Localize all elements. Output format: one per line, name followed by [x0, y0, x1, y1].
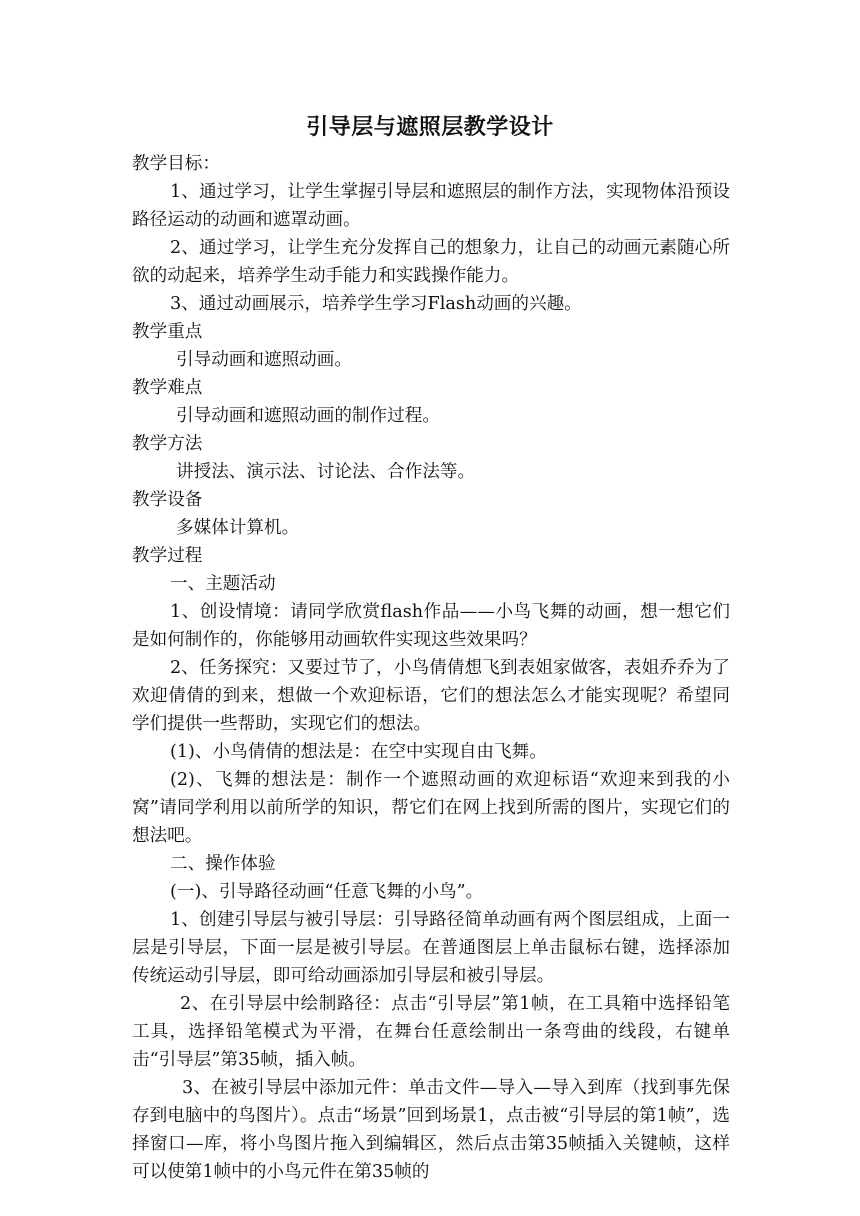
difficulty-heading: 教学难点 [132, 378, 203, 398]
process-paragraph-7: 2、在引导层中绘制路径：点击“引导层”第1帧，在工具箱中选择铅笔工具，选择铅笔模式为平滑，在舞台任意绘制出一条弯曲的线段，右键单击“引导层”第35帧，插入帧。 [132, 994, 730, 1070]
process-section-1: 一、主题活动 [170, 574, 276, 594]
key-heading: 教学重点 [132, 322, 203, 342]
process-paragraph-1: 1、创设情境：请同学欣赏flash作品——小鸟飞舞的动画，想一想它们是如何制作的，你能够用动画软件实现这些效果吗？ [132, 602, 730, 650]
difficulty-text: 引导动画和遮照动画的制作过程。 [176, 406, 440, 426]
goals-heading: 教学目标： [132, 154, 220, 174]
process-paragraph-2: 2、任务探究：又要过节了，小鸟倩倩想飞到表姐家做客，表姐乔乔为了欢迎倩倩的到来，想做一个欢迎标语，它们的想法怎么才能实现呢？希望同学们提供一些帮助，实现它们的想法。 [132, 658, 730, 734]
equipment-text: 多媒体计算机。 [176, 518, 300, 538]
goal-item-1: 1、通过学习，让学生掌握引导层和遮照层的制作方法，实现物体沿预设路径运动的动画和遮罩动画。 [132, 182, 730, 230]
method-text: 讲授法、演示法、讨论法、合作法等。 [176, 462, 476, 482]
document-body [132, 150, 730, 1186]
process-paragraph-4: (2)、飞舞的想法是：制作一个遮照动画的欢迎标语“欢迎来到我的小窝”请同学利用以前所学的知识，帮它们在网上找到所需的图片，实现它们的想法吧。 [132, 770, 730, 846]
process-paragraph-5: (一)、引导路径动画“任意飞舞的小鸟”。 [170, 882, 484, 902]
process-heading: 教学过程 [132, 546, 203, 566]
key-text: 引导动画和遮照动画。 [176, 350, 352, 370]
process-paragraph-6: 1、创建引导层与被引导层：引导路径简单动画有两个图层组成，上面一层是引导层，下面一层是被引导层。在普通图层上单击鼠标右键，选择添加传统运动引导层，即可给动画添加引导层和被引导层。 [132, 910, 730, 986]
process-section-2: 二、操作体验 [170, 854, 276, 874]
process-paragraph-8: 3、在被引导层中添加元件：单击文件—导入—导入到库（找到事先保存到电脑中的鸟图片）。点击“场景”回到场景1，点击被“引导层的第1帧”，选择窗口—库，将小鸟图片拖入到编辑区，然后点击第35帧插入关键帧，这样可以使第1帧中的小鸟元件在第35帧的 [132, 1078, 730, 1182]
method-heading: 教学方法 [132, 434, 203, 454]
process-paragraph-3: (1)、小鸟倩倩的想法是：在空中实现自由飞舞。 [170, 742, 547, 762]
equipment-heading: 教学设备 [132, 490, 203, 510]
document-title: 引导层与遮照层教学设计 [306, 115, 554, 140]
goal-item-3: 3、通过动画展示，培养学生学习Flash动画的兴趣。 [170, 294, 582, 314]
goal-item-2: 2、通过学习，让学生充分发挥自己的想象力，让自己的动画元素随心所欲的动起来，培养学生动手能力和实践操作能力。 [132, 238, 730, 286]
